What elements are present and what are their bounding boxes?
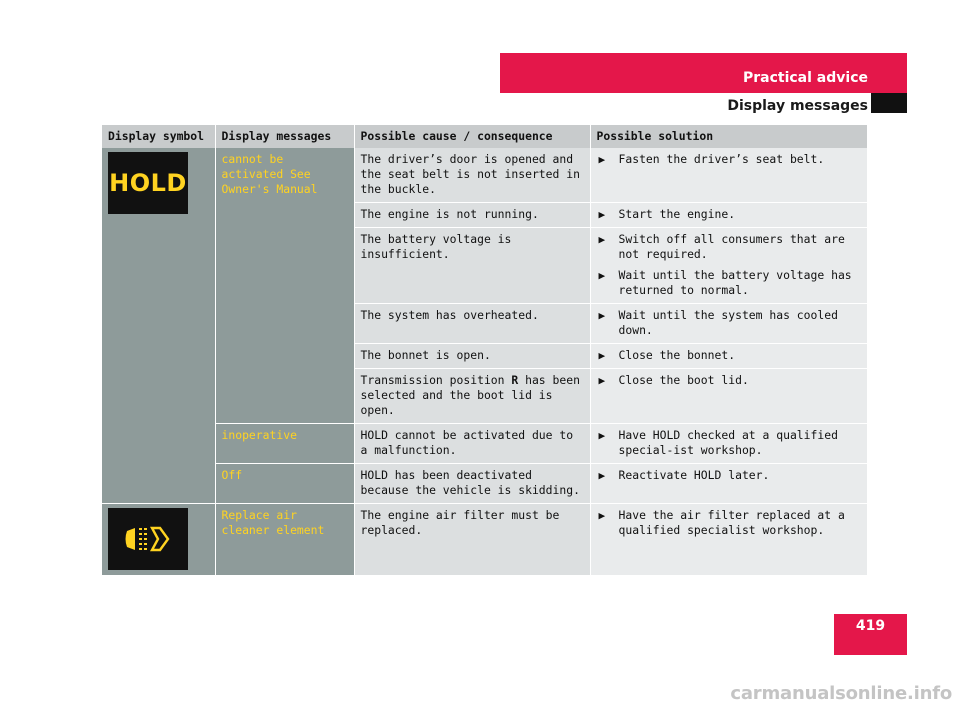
- subtitle-marker-block: [871, 93, 907, 113]
- watermark-text: carmanualsonline.info: [730, 683, 952, 704]
- solution-text: Have HOLD checked at a qualified special-ist workshop.: [618, 428, 838, 457]
- arrow-bullet-icon: ▶: [598, 269, 606, 282]
- solution-cell: [590, 203, 867, 228]
- arrow-bullet-icon: ▶: [598, 509, 606, 522]
- solution-text: Fasten the driver’s seat belt.: [618, 152, 825, 166]
- solution-text: Start the engine.: [618, 207, 736, 221]
- solution-item: [597, 268, 862, 298]
- cause-text: HOLD cannot be activated due to a malfunction.: [354, 424, 590, 464]
- column-header-possible-cause: Possible cause / consequence: [354, 125, 590, 148]
- column-header-display-messages: Display messages: [215, 125, 354, 148]
- solution-item: [597, 348, 862, 363]
- cause-text: The battery voltage is insufficient.: [354, 228, 590, 304]
- solution-text: Close the boot lid.: [618, 373, 749, 387]
- solution-cell: [590, 424, 867, 464]
- column-header-possible-solution: Possible solution: [590, 125, 867, 148]
- table-header-row: [102, 125, 867, 148]
- air-filter-warning-icon: [122, 522, 174, 556]
- solution-item: [597, 152, 862, 167]
- solution-text: Wait until the battery voltage has returned to normal.: [618, 268, 852, 297]
- transmission-position-label: R: [511, 373, 519, 387]
- solution-cell: [590, 464, 867, 504]
- solution-cell: [590, 504, 867, 576]
- hold-symbol-label: HOLD: [109, 168, 187, 197]
- solution-text: Reactivate HOLD later.: [618, 468, 770, 482]
- display-message: Replace air cleaner element: [215, 504, 354, 576]
- arrow-bullet-icon: ▶: [598, 208, 606, 221]
- display-message: cannot be activated See Owner's Manual: [215, 148, 354, 424]
- solution-text: Wait until the system has cooled down.: [618, 308, 838, 337]
- page-subtitle: Display messages: [727, 98, 868, 114]
- column-header-display-symbol: Display symbol: [102, 125, 215, 148]
- solution-cell: [590, 344, 867, 369]
- hold-symbol-cell: [102, 148, 215, 504]
- solution-text: Have the air filter replaced at a qualified specialist workshop.: [618, 508, 845, 537]
- arrow-bullet-icon: ▶: [598, 349, 606, 362]
- page-number: 419: [855, 618, 886, 634]
- solution-item: [597, 468, 862, 483]
- solution-item: [597, 428, 862, 458]
- cause-cell: [354, 369, 590, 424]
- cause-text: The engine air filter must be replaced.: [354, 504, 590, 576]
- arrow-bullet-icon: ▶: [598, 309, 606, 322]
- table-row: [102, 424, 867, 464]
- air-filter-icon: [108, 508, 188, 570]
- display-message: Off: [215, 464, 354, 504]
- cause-text: The bonnet is open.: [354, 344, 590, 369]
- display-messages-table: [102, 125, 867, 576]
- arrow-bullet-icon: ▶: [598, 153, 606, 166]
- arrow-bullet-icon: ▶: [598, 469, 606, 482]
- cause-text: has been selected and the boot lid is open.: [360, 373, 580, 417]
- solution-item: [597, 508, 862, 538]
- solution-cell: [590, 228, 867, 304]
- hold-indicator-icon: [108, 152, 188, 214]
- cause-text: The driver’s door is opened and the seat belt is not inserted in the buckle.: [354, 148, 590, 203]
- table-row: [102, 504, 867, 576]
- cause-text: HOLD has been deactivated because the vehicle is skidding.: [354, 464, 590, 504]
- solution-text: Close the bonnet.: [618, 348, 736, 362]
- arrow-bullet-icon: ▶: [598, 233, 606, 246]
- solution-cell: [590, 304, 867, 344]
- table-row: [102, 464, 867, 504]
- solution-cell: [590, 148, 867, 203]
- section-title: Practical advice: [742, 70, 868, 86]
- solution-item: [597, 373, 862, 388]
- table-row: [102, 148, 867, 203]
- solution-item: [597, 308, 862, 338]
- arrow-bullet-icon: ▶: [598, 429, 606, 442]
- cause-text: The system has overheated.: [354, 304, 590, 344]
- solution-item: [597, 232, 862, 262]
- cause-text: The engine is not running.: [354, 203, 590, 228]
- cause-prefix-text: Transmission position: [360, 373, 505, 387]
- solution-item: [597, 207, 862, 222]
- display-message: inoperative: [215, 424, 354, 464]
- solution-text: Switch off all consumers that are not required.: [618, 232, 845, 261]
- solution-cell: [590, 369, 867, 424]
- air-filter-symbol-cell: [102, 504, 215, 576]
- arrow-bullet-icon: ▶: [598, 374, 606, 387]
